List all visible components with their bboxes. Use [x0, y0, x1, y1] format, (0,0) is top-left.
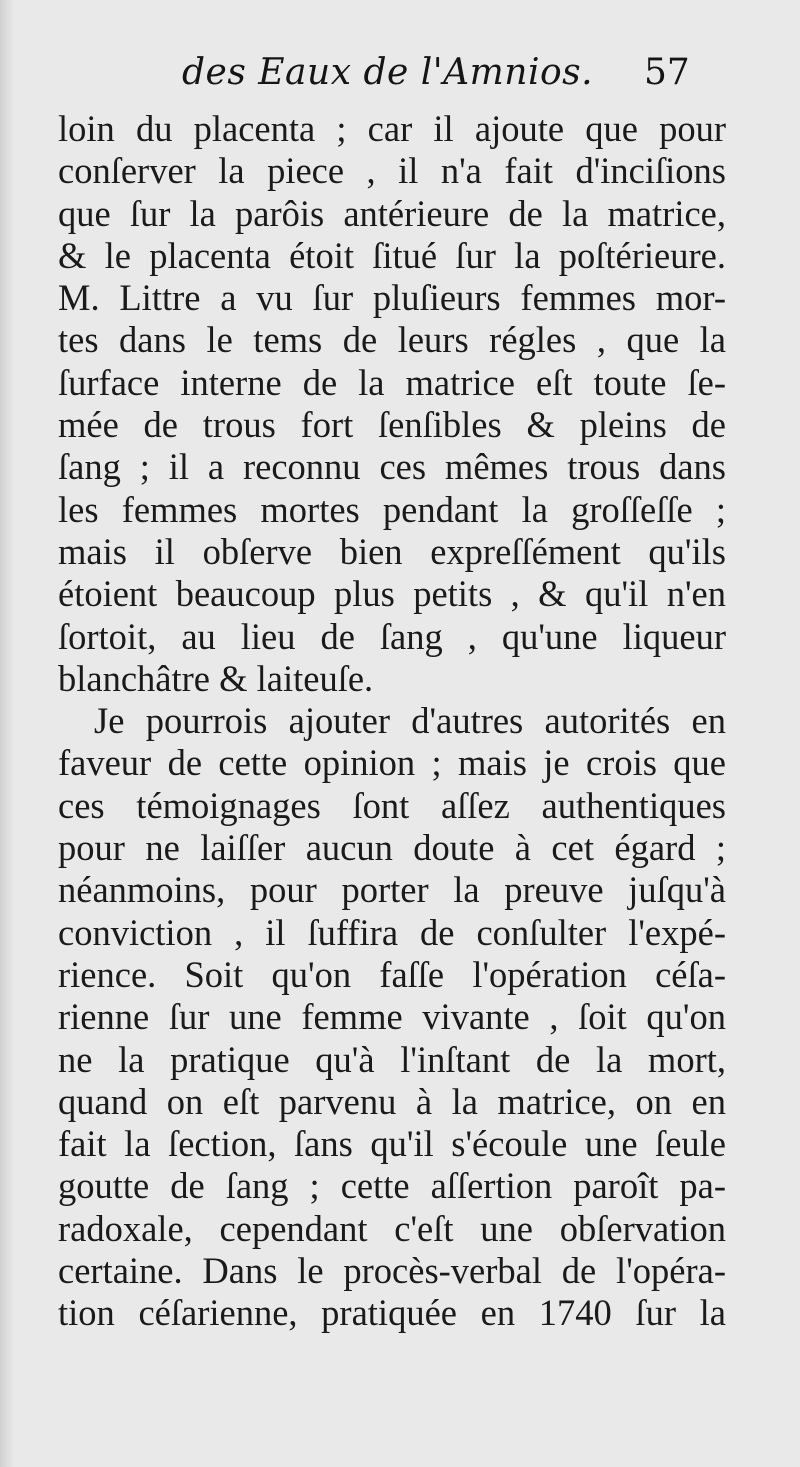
- text-line: rienne ſur une femme vivante , ſoit qu'on: [58, 996, 726, 1038]
- text-line: tes dans le tems de leurs régles , que la: [58, 319, 726, 361]
- text-line: goutte de ſang ; cette aſſertion paroît pa-: [58, 1165, 726, 1207]
- text-line: loin du placenta ; car il ajoute que pour: [58, 108, 726, 149]
- text-line: rience. Soit qu'on faſſe l'opération céſa-: [58, 953, 726, 995]
- text-line: quand on eſt parvenu à la matrice, on en: [58, 1080, 726, 1122]
- text-line: tion céſarienne, pratiquée en 1740 ſur la: [58, 1292, 726, 1334]
- text-line: ſurface interne de la matrice eſt toute ſe-: [58, 361, 726, 403]
- text-line: mée de trous fort ſenſibles & pleins de: [58, 404, 726, 446]
- text-line: ſortoit, au lieu de ſang , qu'une liqueur: [58, 615, 726, 657]
- text-line: faveur de cette opinion ; mais je crois que: [58, 742, 726, 784]
- text-line: conſerver la piece , il n'a fait d'inciſions: [58, 150, 726, 192]
- text-line: radoxale, cependant c'eſt une obſervation: [58, 1207, 726, 1249]
- text-line: ſang ; il a reconnu ces mêmes trous dans: [58, 446, 726, 488]
- paragraph-first-line: Je pourrois ajouter d'autres autorités en: [94, 700, 726, 742]
- text-line: conviction , il ſuffira de conſulter l'expé-: [58, 911, 726, 953]
- text-line: fait la ſection, ſans qu'il s'écoule une ſeule: [58, 1123, 726, 1165]
- text-line: & le placenta étoit ſitué ſur la poſtérieure.: [58, 234, 726, 276]
- text-line: pour ne laiſſer aucun doute à cet égard ;: [58, 827, 726, 869]
- text-line: ces témoignages ſont aſſez authentiques: [58, 784, 726, 826]
- page-number: 57: [644, 52, 690, 93]
- text-line: certaine. Dans le procès-verbal de l'opéra-: [58, 1250, 726, 1292]
- text-line: que ſur la parôis antérieure de la matrice,: [58, 192, 726, 234]
- paragraph-last-line: blanchâtre & laiteuſe.: [58, 657, 374, 699]
- text-line: M. Littre a vu ſur pluſieurs femmes mor-: [58, 277, 726, 319]
- page-header: [0, 52, 800, 104]
- text-line: étoient beaucoup plus petits , & qu'il n'en: [58, 573, 726, 615]
- text-line: néanmoins, pour porter la preuve juſqu'à: [58, 869, 726, 911]
- running-head: des Eaux de l'Amnios.: [182, 52, 594, 93]
- text-line: les femmes mortes pendant la groſſeſſe ;: [58, 488, 726, 530]
- text-line: mais il obſerve bien expreſſément qu'ils: [58, 530, 726, 572]
- body-text: [58, 108, 726, 1335]
- text-line: ne la pratique qu'à l'inſtant de la mort,: [58, 1038, 726, 1080]
